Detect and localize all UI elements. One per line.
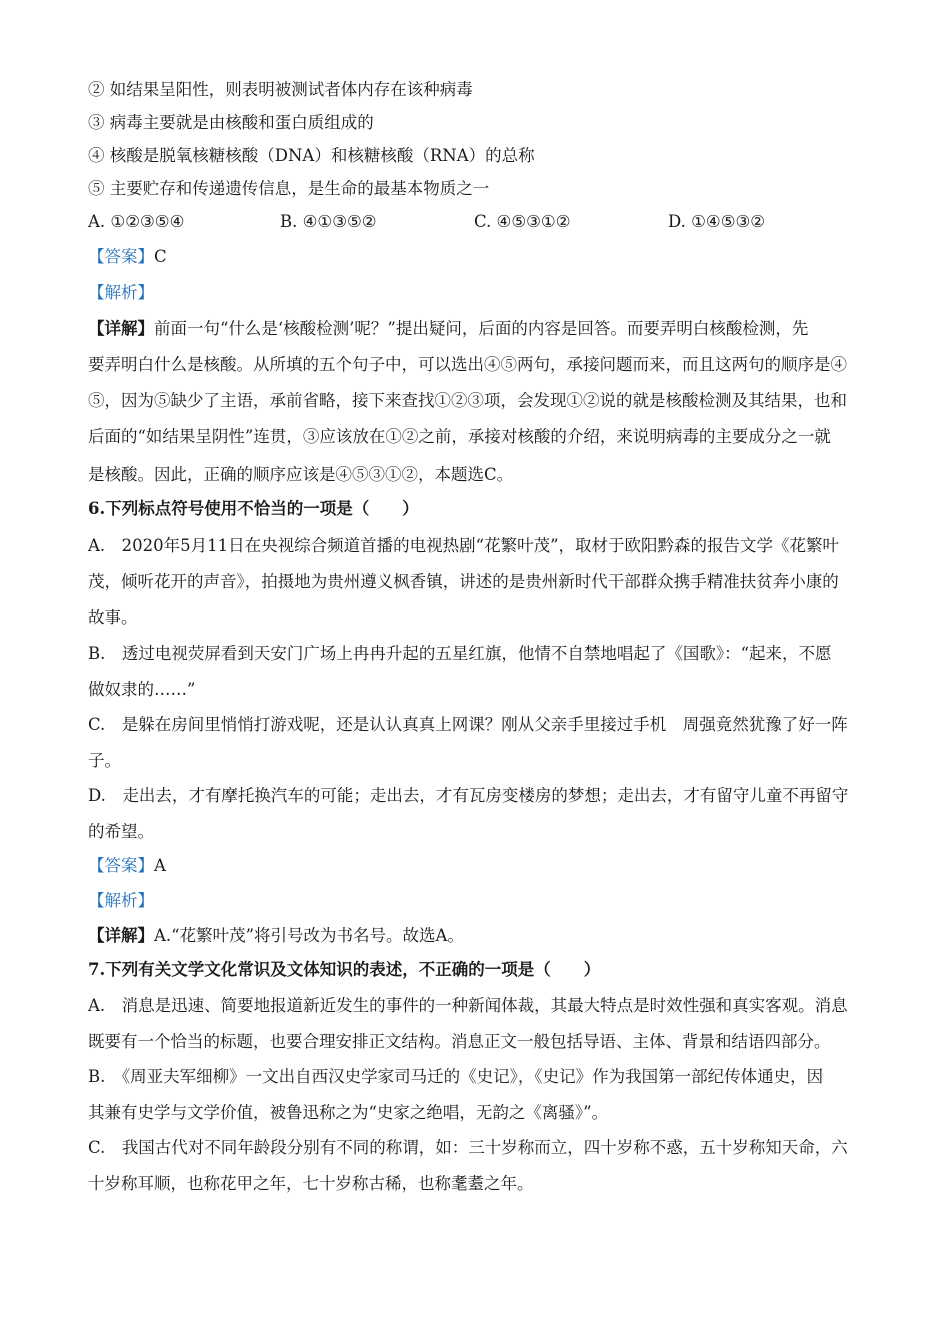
q6-option-line: 子。 — [88, 751, 121, 770]
answer-value: C — [154, 247, 167, 266]
q6-option-line: 做奴隶的……” — [88, 680, 196, 699]
q5-item-4: ④ 核酸是脱氧核糖核酸（DNA）和核糖核酸（RNA）的总称 — [88, 146, 535, 165]
q7-option-line: A. 消息是迅速、简要地报道新近发生的事件的一种新闻体裁，其最大特点是时效性强和真实客观。消息 — [88, 996, 848, 1015]
q6-option-line: A. 2020年5月11日在央视综合频道首播的电视热剧“花繁叶茂”，取材于欧阳黔森的报告文学《花繁叶 — [88, 536, 840, 555]
q7-title: 7.下列有关文学文化常识及文体知识的表述，不正确的一项是（ ） — [88, 960, 601, 979]
q6-option-line: B. 透过电视荧屏看到天安门广场上冉冉升起的五星红旗，他情不自禁地唱起了《国歌》：“起来，不愿 — [88, 644, 832, 663]
q5-detail-line-4: 后面的“如结果呈阴性”连贯，③应该放在①②之前，承接对核酸的介绍，来说明病毒的主要成分之一就 — [88, 427, 831, 446]
q5-item-2: ② 如结果呈阳性，则表明被测试者体内存在该种病毒 — [88, 80, 473, 99]
q5-option-a: A. ①②③⑤④ — [88, 212, 185, 231]
q7-option-line: 其兼有史学与文学价值，被鲁迅称之为“史家之绝唱，无韵之《离骚》”。 — [88, 1103, 609, 1122]
q5-item-5: ⑤ 主要贮存和传递遗传信息，是生命的最基本物质之一 — [88, 179, 490, 198]
detail-label: 【详解】 — [88, 319, 154, 338]
q5-analysis-label: 【解析】 — [88, 283, 154, 302]
answer-label: 【答案】 — [88, 856, 154, 875]
q5-detail-line-5: 是核酸。因此，正确的顺序应该是④⑤③①②，本题选C。 — [88, 465, 514, 484]
q6-option-line: C. 是躲在房间里悄悄打游戏呢，还是认认真真上网课？刚从父亲手里接过手机 周强竟然犹豫了好一阵 — [88, 715, 848, 734]
q6-option-line: 的希望。 — [88, 822, 154, 841]
q5-item-3: ③ 病毒主要就是由核酸和蛋白质组成的 — [88, 113, 374, 132]
q5-answer — [88, 246, 167, 268]
detail-text: A.“花繁叶茂”将引号改为书名号。故选A。 — [154, 926, 464, 945]
detail-text: 前面一句“什么是‘核酸检测’呢？”提出疑问，后面的内容是回答。而要弄明白核酸检测，先 — [154, 319, 809, 338]
q6-option-line: D. 走出去，才有摩托换汽车的可能；走出去，才有瓦房变楼房的梦想；走出去，才有留守儿童不再留守 — [88, 786, 849, 805]
q6-detail — [88, 925, 464, 947]
q5-detail-line-1 — [88, 318, 808, 340]
q7-option-line: 既要有一个恰当的标题，也要合理安排正文结构。消息正文一般包括导语、主体、背景和结语四部分。 — [88, 1032, 831, 1051]
detail-label: 【详解】 — [88, 926, 154, 945]
q5-option-b: B. ④①③⑤② — [280, 212, 377, 231]
q6-answer — [88, 855, 166, 877]
q5-option-c: C. ④⑤③①② — [474, 212, 571, 231]
q5-option-d: D. ①④⑤③② — [668, 212, 766, 231]
q6-option-line: 故事。 — [88, 608, 138, 627]
q7-option-line: 十岁称耳顺，也称花甲之年，七十岁称古稀，也称耄耋之年。 — [88, 1174, 534, 1193]
answer-value: A — [154, 856, 166, 875]
q6-analysis-label: 【解析】 — [88, 891, 154, 910]
q5-detail-line-3: ⑤，因为⑤缺少了主语，承前省略，接下来查找①②③项，会发现①②说的就是核酸检测及其结果，也和 — [88, 391, 847, 410]
q7-option-line: C. 我国古代对不同年龄段分别有不同的称谓，如：三十岁称而立，四十岁称不惑，五十岁称知天命，六 — [88, 1138, 848, 1157]
q5-detail-line-2: 要弄明白什么是核酸。从所填的五个句子中，可以选出④⑤两句，承接问题而来，而且这两句的顺序是④ — [88, 355, 847, 374]
q6-title: 6.下列标点符号使用不恰当的一项是（ ） — [88, 499, 419, 518]
answer-label: 【答案】 — [88, 247, 154, 266]
q6-option-line: 茂，倾听花开的声音》，拍摄地为贵州遵义枫香镇，讲述的是贵州新时代干部群众携手精准扶贫奔小康的 — [88, 572, 839, 591]
q7-option-line: B. 《周亚夫军细柳》一文出自西汉史学家司马迁的《史记》，《史记》作为我国第一部纪传体通史，因 — [88, 1067, 824, 1086]
